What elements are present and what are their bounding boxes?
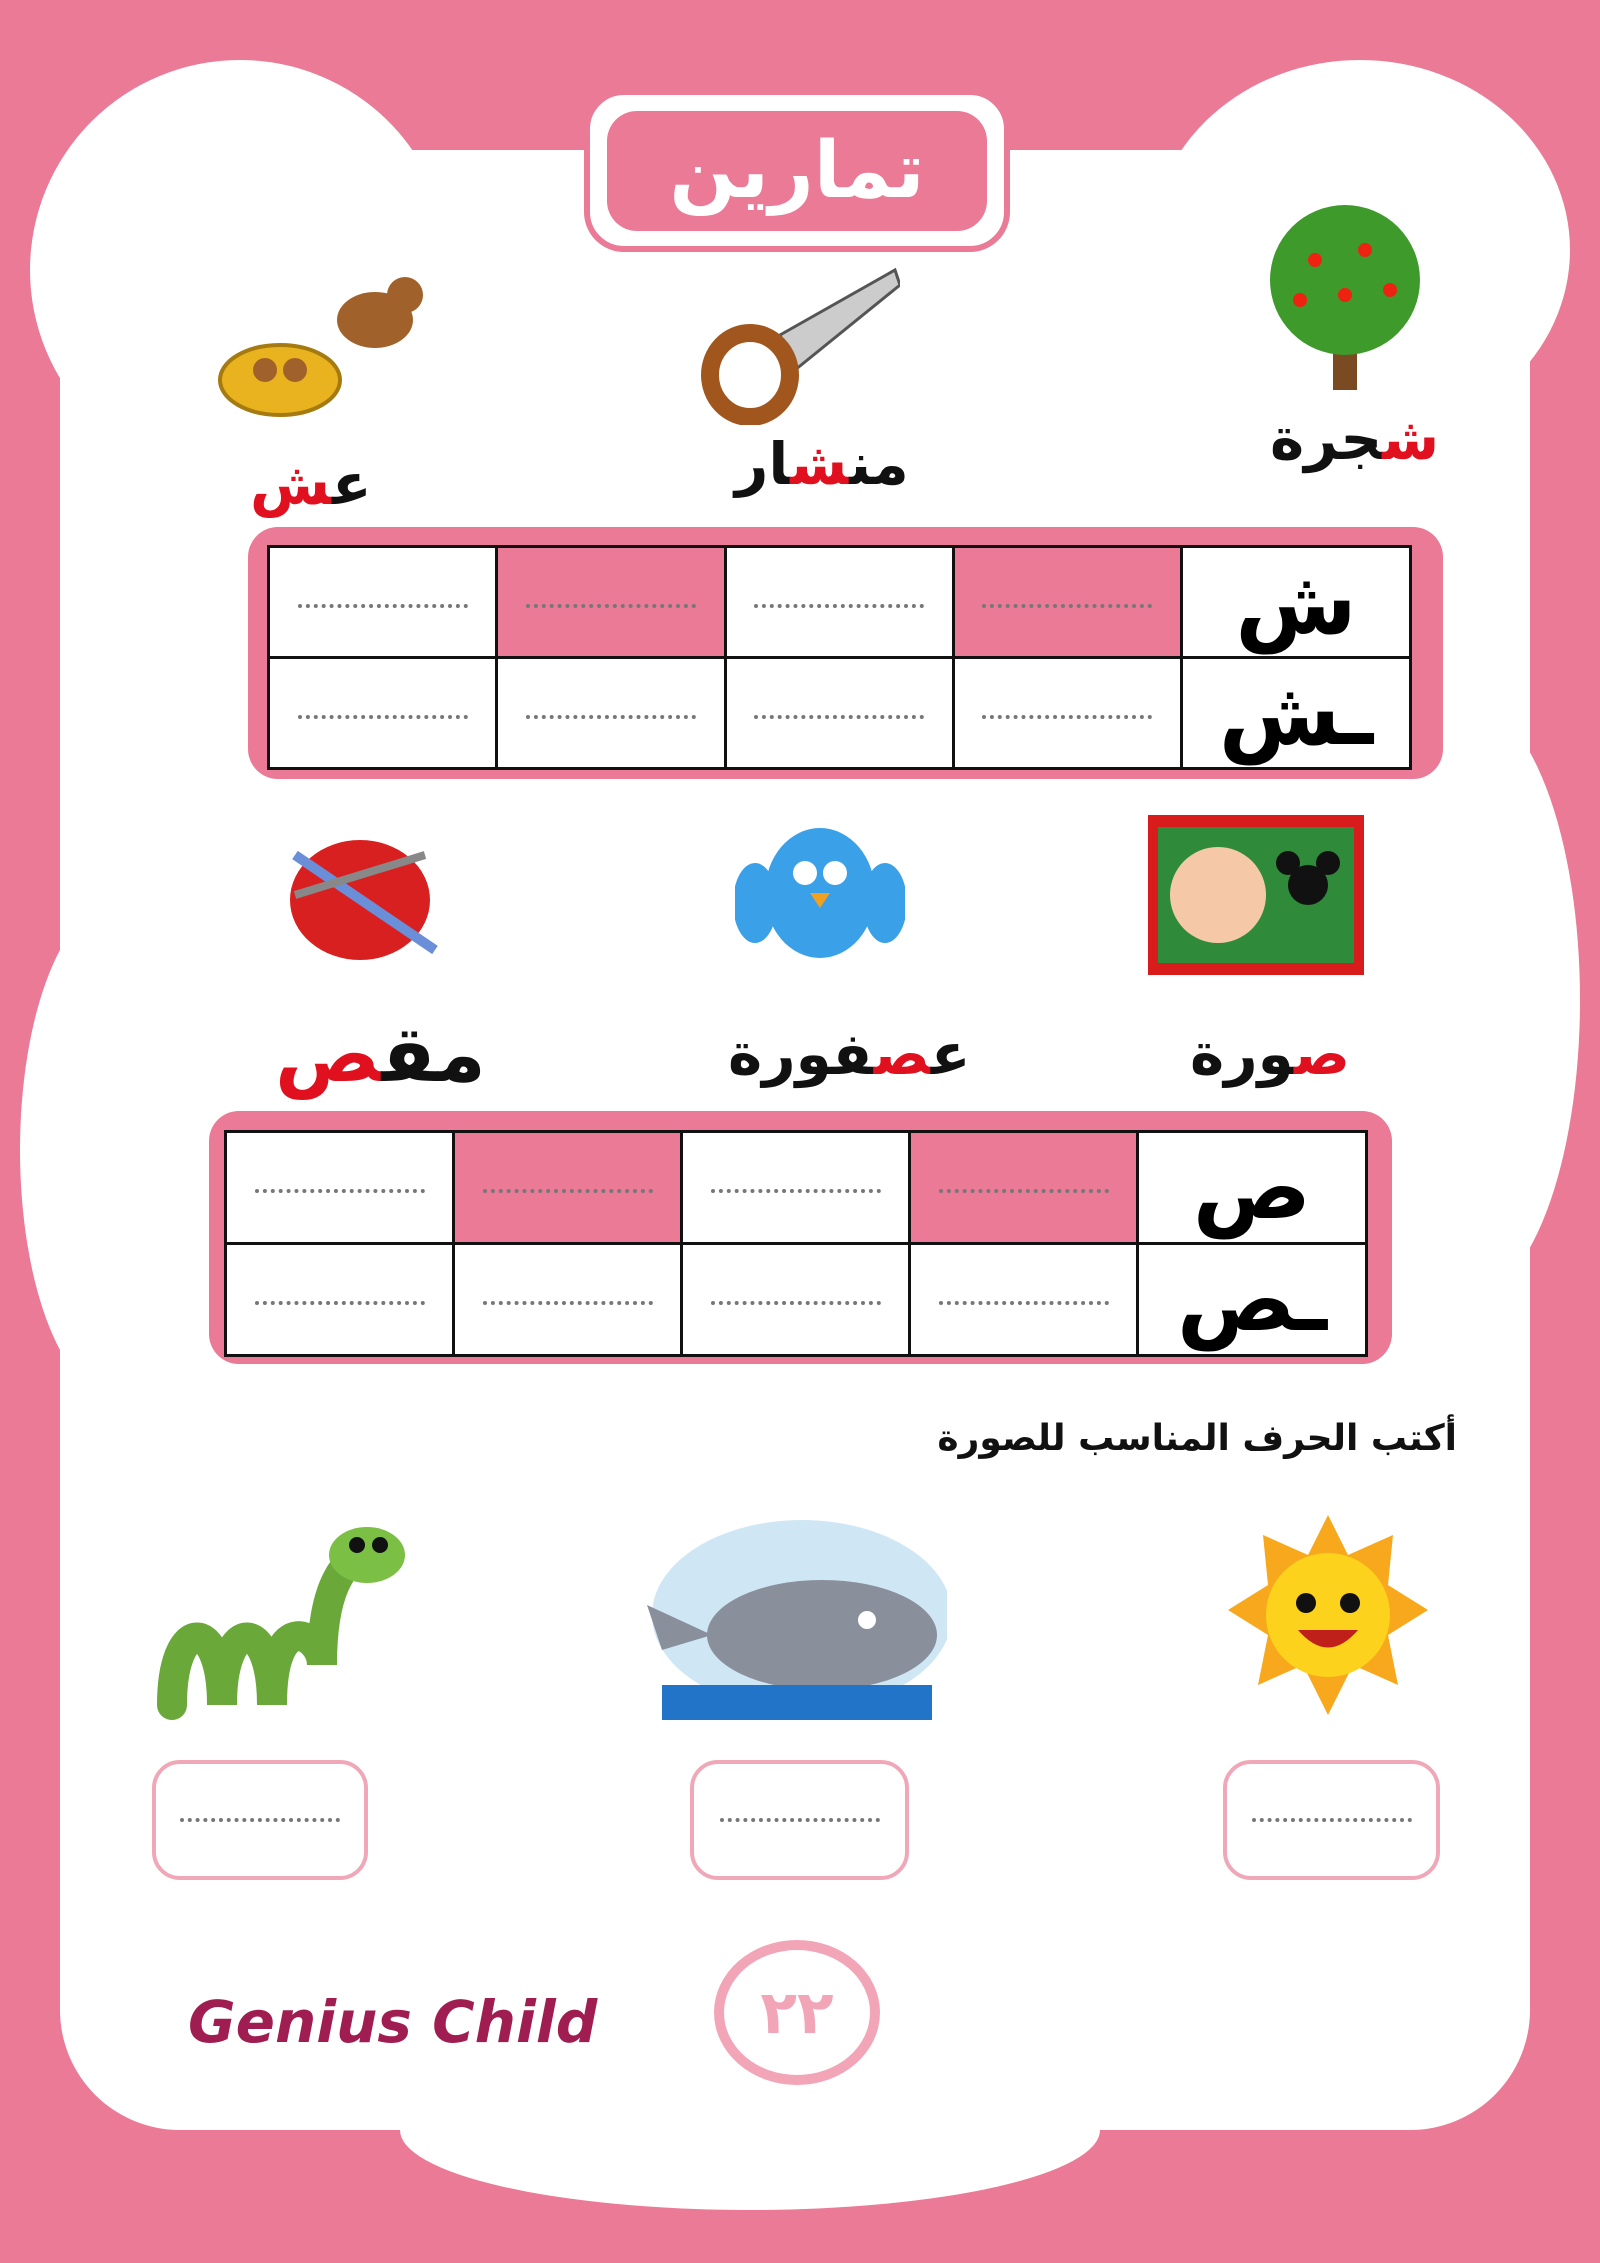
answer-box[interactable] bbox=[152, 1760, 368, 1880]
word-part: فورة bbox=[728, 1020, 874, 1088]
bird-icon bbox=[735, 808, 905, 983]
scissors-icon bbox=[275, 835, 450, 965]
writing-table-sad bbox=[224, 1130, 1368, 1357]
writing-cell[interactable] bbox=[454, 1132, 682, 1244]
word-part: مق bbox=[381, 1010, 486, 1100]
word-scissors bbox=[275, 1010, 486, 1100]
highlighted-letter: ص bbox=[873, 1020, 931, 1088]
word-tree bbox=[1270, 405, 1439, 473]
highlighted-letter: ص bbox=[275, 1010, 382, 1100]
letter-final: ـش bbox=[1218, 661, 1374, 765]
writing-cell[interactable] bbox=[725, 658, 953, 769]
sun-icon bbox=[1228, 1515, 1428, 1725]
word-part: ار bbox=[735, 430, 791, 498]
writing-cell[interactable] bbox=[226, 1132, 454, 1244]
word-part: ع bbox=[332, 450, 372, 518]
letter-final: ـص bbox=[1176, 1248, 1328, 1351]
word-part: ورة bbox=[1190, 1020, 1294, 1088]
snake-icon bbox=[152, 1515, 407, 1725]
instruction-text: أكتب الحرف المناسب للصورة bbox=[937, 1418, 1457, 1459]
highlighted-letter: ش bbox=[1382, 405, 1440, 473]
word-sparrow bbox=[728, 1020, 971, 1088]
answer-box[interactable] bbox=[1223, 1760, 1440, 1880]
writing-cell[interactable] bbox=[725, 547, 953, 658]
writing-cell[interactable] bbox=[269, 547, 497, 658]
page-title: تمارين bbox=[607, 111, 987, 231]
writing-cell[interactable] bbox=[454, 1244, 682, 1356]
word-part: جرة bbox=[1270, 405, 1383, 473]
brand-logo: Genius Child bbox=[188, 1988, 598, 2056]
word-part: من bbox=[849, 430, 909, 498]
highlighted-letter: ش bbox=[250, 450, 332, 518]
tree-icon bbox=[1255, 200, 1435, 400]
photo-icon bbox=[1148, 815, 1364, 975]
word-saw bbox=[735, 430, 909, 498]
nest-icon bbox=[215, 265, 435, 425]
highlighted-letter: ص bbox=[1294, 1020, 1351, 1088]
page-number: ٢٢ bbox=[714, 1940, 880, 2085]
word-part: ع bbox=[930, 1020, 971, 1088]
title-banner bbox=[584, 89, 1010, 252]
saw-icon bbox=[700, 265, 900, 425]
highlighted-letter: ش bbox=[790, 430, 850, 498]
writing-cell[interactable] bbox=[682, 1244, 910, 1356]
word-nest bbox=[250, 450, 372, 518]
writing-cell[interactable] bbox=[953, 658, 1181, 769]
writing-cell[interactable] bbox=[497, 658, 725, 769]
word-photo bbox=[1190, 1020, 1350, 1088]
whale-icon bbox=[642, 1515, 947, 1730]
letter-isolated: ص bbox=[1192, 1136, 1312, 1239]
writing-cell[interactable] bbox=[953, 547, 1181, 658]
decor-blob bbox=[20, 900, 220, 1400]
decor-blob bbox=[400, 2050, 1100, 2210]
writing-cell[interactable] bbox=[682, 1132, 910, 1244]
writing-cell[interactable] bbox=[226, 1244, 454, 1356]
answer-box[interactable] bbox=[690, 1760, 909, 1880]
writing-cell[interactable] bbox=[910, 1244, 1138, 1356]
writing-cell[interactable] bbox=[269, 658, 497, 769]
writing-table-sheen bbox=[267, 545, 1412, 770]
writing-cell[interactable] bbox=[910, 1132, 1138, 1244]
writing-cell[interactable] bbox=[497, 547, 725, 658]
letter-isolated: ش bbox=[1235, 550, 1357, 654]
